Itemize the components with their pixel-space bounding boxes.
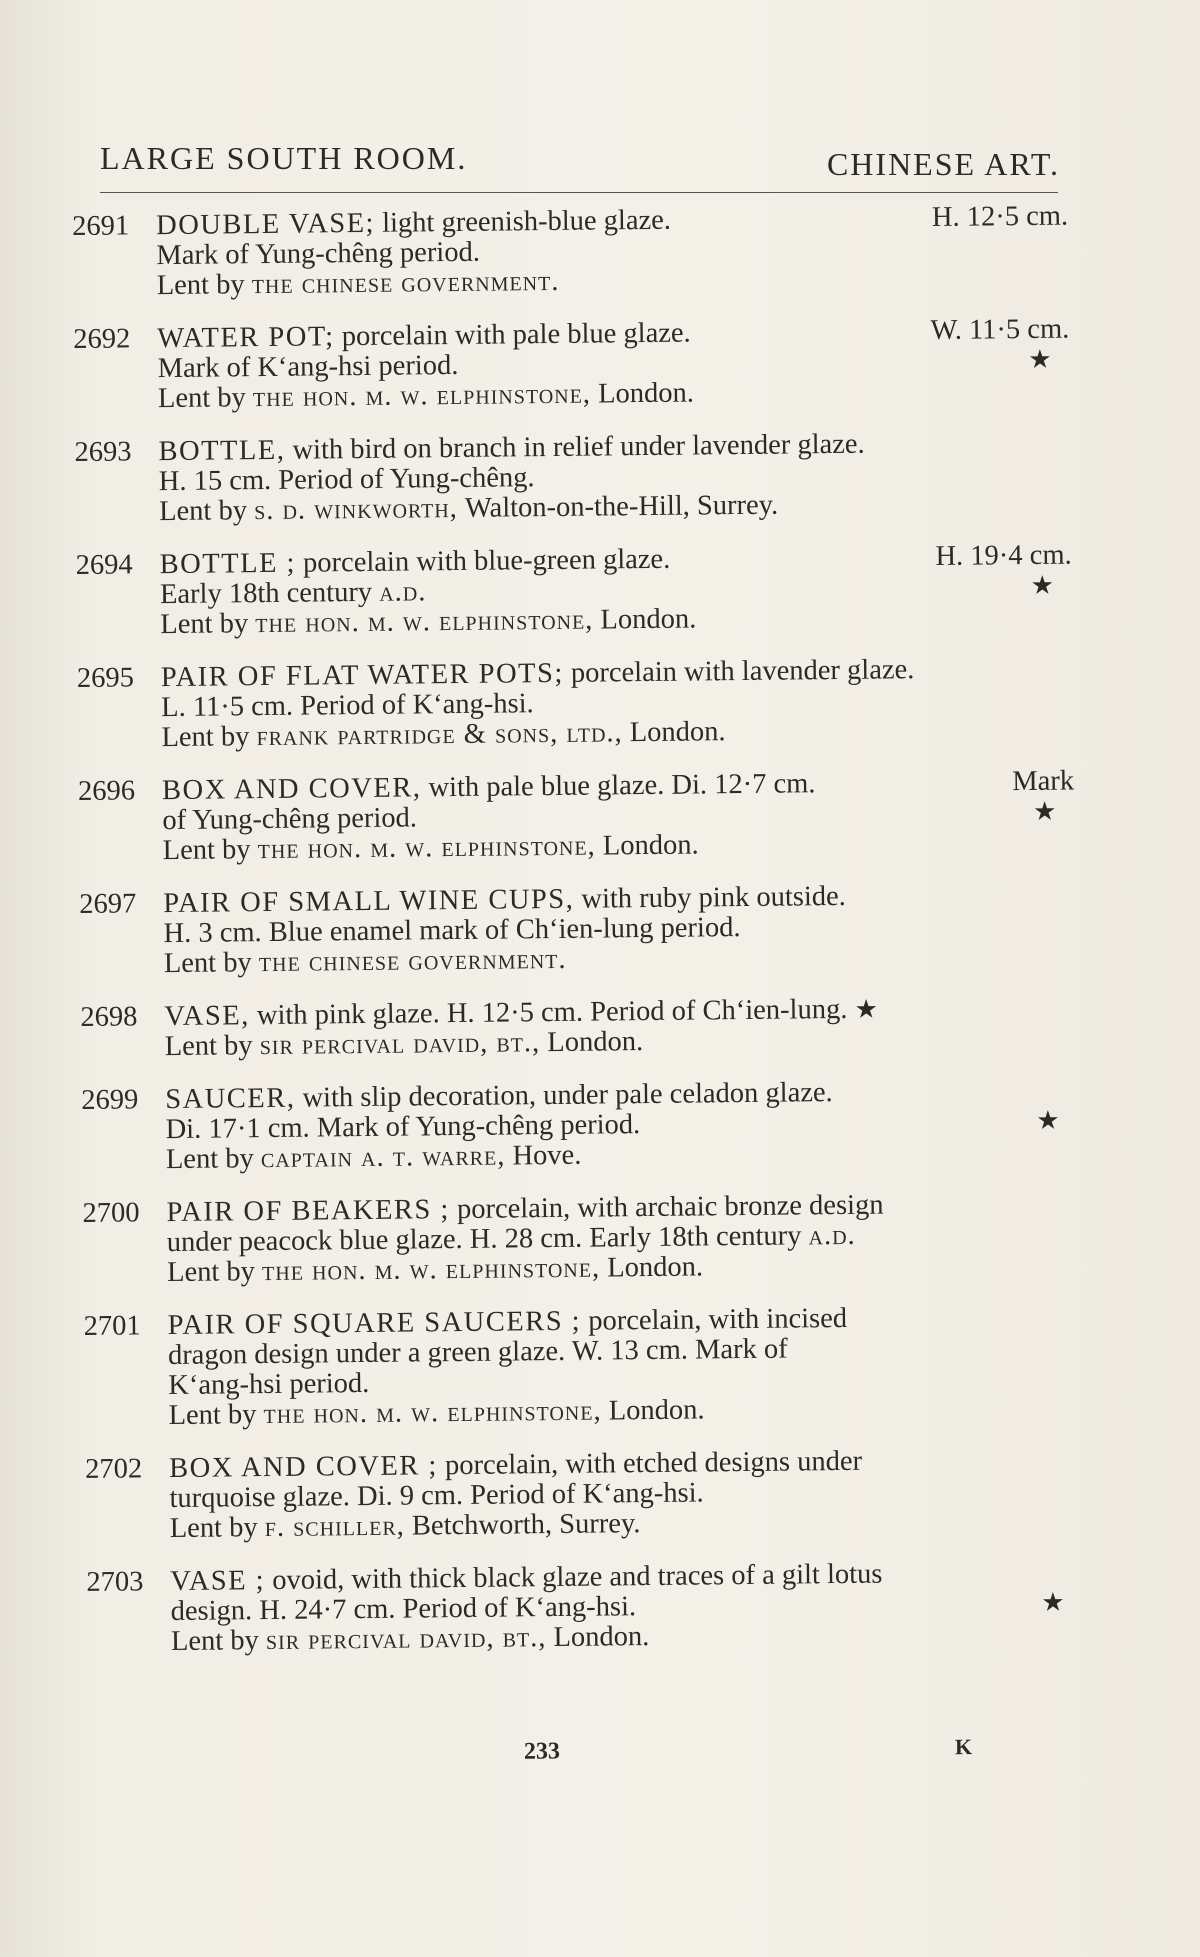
- lender-name: s. d. winkworth,: [253, 492, 459, 527]
- lender-location: London.: [600, 603, 697, 636]
- star-icon: ★: [1030, 570, 1055, 600]
- entry-description: with pale blue glaze. Di. 12·7 cm.: [428, 768, 816, 804]
- catalogue-entry: [84, 1302, 1081, 1432]
- lender-location: London.: [597, 377, 695, 410]
- entry-title: BOTTLE,: [158, 434, 286, 468]
- star-icon: ★: [854, 994, 878, 1024]
- entry-description: porcelain with pale blue glaze.: [341, 317, 691, 353]
- room-heading: LARGE SOUTH ROOM.: [100, 140, 468, 176]
- entry-title: PAIR OF BEAKERS ;: [166, 1194, 451, 1229]
- lender-name: the hon. m. w. elphinstone,: [263, 1395, 602, 1431]
- lent-prefix: Lent by: [157, 382, 246, 415]
- lender-location: London.: [547, 1026, 644, 1059]
- entry-detail: of Yung-chêng period.: [162, 802, 418, 837]
- lender-name: the chinese government.: [258, 943, 567, 979]
- lender-name: the hon. m. w. elphinstone,: [255, 604, 594, 640]
- star-icon: ★: [1032, 796, 1057, 826]
- catalogue-entry: [77, 654, 1074, 754]
- entry-description: ovoid, with thick black glaze and traces of a gilt lotus: [272, 1558, 883, 1596]
- lender-location: London.: [607, 1251, 704, 1284]
- catalogue-entry: [82, 1189, 1079, 1289]
- entry-description: with ruby pink outside.: [581, 880, 846, 915]
- entry-number: 2696: [77, 775, 136, 807]
- entry-detail: Mark of Yung-chêng period.: [156, 236, 481, 272]
- lender-location: London.: [608, 1394, 705, 1427]
- lender-name: captain a. t. warre,: [260, 1140, 506, 1175]
- catalogue-entry: [78, 767, 1075, 867]
- entry-detail: under peacock blue glaze. H. 28 cm. Early 18th century: [166, 1220, 802, 1259]
- lent-prefix: Lent by: [164, 1030, 253, 1063]
- signature-mark: K: [954, 1734, 973, 1760]
- entry-number: 2701: [83, 1310, 141, 1342]
- star-icon: ★: [1041, 1587, 1065, 1617]
- lent-prefix: Lent by: [165, 1143, 254, 1176]
- entry-number: 2691: [71, 210, 130, 242]
- lender-name: f. schiller,: [264, 1510, 405, 1544]
- section-heading: CHINESE ART.: [826, 146, 1060, 182]
- entry-detail: Early 18th century: [159, 576, 373, 611]
- entry-description: porcelain, with archaic bronze design: [456, 1189, 884, 1226]
- era-abbreviation: a.d.: [808, 1219, 856, 1252]
- catalogue-entries: [72, 202, 1083, 1681]
- lender-name: frank partridge & sons, ltd.,: [256, 717, 623, 753]
- entry-number: 2700: [82, 1197, 140, 1229]
- entry-number: 2697: [79, 888, 137, 920]
- catalogue-entry: [73, 315, 1070, 415]
- lender-location: Betchworth, Surrey.: [411, 1508, 641, 1542]
- entry-measure: H. 12·5 cm.: [931, 200, 1069, 233]
- star-icon: ★: [1036, 1105, 1060, 1135]
- catalogue-entry: [85, 1445, 1082, 1545]
- entry-detail: design. H. 24·7 cm. Period of K‘ang-hsi.: [170, 1591, 637, 1628]
- header-rule: [100, 192, 1058, 193]
- entry-title: SAUCER,: [165, 1082, 296, 1116]
- entry-number: 2698: [80, 1001, 138, 1033]
- running-header: [100, 132, 1060, 188]
- entry-number: 2702: [85, 1453, 143, 1485]
- lent-prefix: Lent by: [170, 1625, 259, 1658]
- lender-location: Hove.: [512, 1139, 582, 1172]
- lent-prefix: Lent by: [156, 269, 245, 302]
- entry-title: DOUBLE VASE;: [155, 207, 376, 242]
- entry-detail: H. 15 cm. Period of Yung-chêng.: [158, 462, 535, 498]
- catalogue-entry: [80, 993, 1077, 1063]
- entry-number: 2703: [86, 1566, 144, 1598]
- catalogue-entry: [72, 202, 1069, 302]
- entry-description: with bird on branch in relief under lavender glaze.: [292, 428, 865, 466]
- lender-name: the hon. m. w. elphinstone,: [257, 830, 596, 866]
- lent-prefix: Lent by: [162, 834, 251, 867]
- era-abbreviation: a.d.: [379, 576, 427, 608]
- lent-prefix: Lent by: [163, 947, 252, 980]
- lender-name: the hon. m. w. elphinstone,: [261, 1252, 601, 1288]
- lent-prefix: Lent by: [158, 495, 248, 528]
- lender-name: the hon. m. w. elphinstone,: [252, 378, 592, 414]
- lent-prefix: Lent by: [166, 1256, 256, 1289]
- entry-detail: L. 11·5 cm. Period of K‘ang-hsi.: [161, 688, 534, 724]
- catalogue-entry: [74, 428, 1071, 528]
- entry-measure: H. 19·4 cm.: [935, 539, 1072, 572]
- entry-description: porcelain, with etched designs under: [444, 1445, 863, 1482]
- entry-number: 2694: [75, 549, 133, 581]
- lender-location: London.: [553, 1621, 650, 1654]
- entry-description: porcelain with lavender glaze.: [570, 654, 915, 689]
- entry-description: porcelain with blue-green glaze.: [302, 543, 671, 579]
- entry-detail: K‘ang-hsi period.: [168, 1367, 370, 1402]
- entry-title: VASE,: [164, 1000, 250, 1033]
- lent-prefix: Lent by: [161, 721, 250, 754]
- catalogue-entry: [86, 1557, 1083, 1657]
- entry-description: with slip decoration, under pale celadon glaze.: [302, 1077, 833, 1114]
- entry-title: BOX AND COVER ;: [169, 1450, 439, 1485]
- lender-name: sir percival david, bt.,: [265, 1622, 547, 1657]
- entry-number: 2699: [81, 1084, 139, 1116]
- entry-description: porcelain, with incised: [588, 1302, 848, 1337]
- star-icon: ★: [1028, 344, 1052, 374]
- catalogue-entry: [79, 880, 1076, 980]
- lender-location: London.: [602, 829, 699, 862]
- catalogue-entry: [81, 1076, 1078, 1176]
- entry-description: with pink glaze. H. 12·5 cm. Period of Ch‘ien-lung.: [256, 993, 848, 1032]
- lender-location: London.: [629, 716, 726, 749]
- entry-number: 2692: [73, 323, 131, 355]
- catalogue-entry: [76, 541, 1073, 641]
- entry-detail: H. 3 cm. Blue enamel mark of Ch‘ien-lung period.: [163, 912, 741, 950]
- entry-title: PAIR OF SMALL WINE CUPS,: [163, 883, 575, 920]
- lender-name: the chinese government.: [251, 265, 560, 301]
- entry-description: light greenish-blue glaze.: [381, 204, 672, 239]
- entry-measure: W. 11·5 cm.: [930, 313, 1070, 347]
- entry-title: VASE ;: [170, 1565, 266, 1598]
- page-footer: [0, 1732, 1200, 1785]
- entry-detail: turquoise glaze. Di. 9 cm. Period of K‘ang-hsi.: [169, 1477, 704, 1515]
- lender-name: sir percival david, bt.,: [259, 1027, 541, 1062]
- page-number: 233: [523, 1738, 561, 1765]
- lent-prefix: Lent by: [169, 1512, 258, 1545]
- entry-number: 2693: [74, 436, 132, 468]
- entry-title: BOX AND COVER,: [161, 772, 422, 807]
- lent-prefix: Lent by: [160, 608, 249, 641]
- entry-title: WATER POT;: [157, 321, 335, 355]
- entry-title: BOTTLE ;: [159, 547, 297, 581]
- entry-title: PAIR OF SQUARE SAUCERS ;: [167, 1305, 582, 1342]
- entry-detail: dragon design under a green glaze. W. 13 cm. Mark of: [167, 1333, 788, 1372]
- entry-number: 2695: [76, 662, 135, 694]
- entry-measure: Mark: [1012, 765, 1075, 798]
- entry-title: PAIR OF FLAT WATER POTS;: [160, 657, 564, 694]
- lent-prefix: Lent by: [168, 1399, 257, 1432]
- entry-detail: Mark of K‘ang-hsi period.: [157, 349, 459, 385]
- lender-location: Walton-on-the-Hill, Surrey.: [464, 489, 779, 524]
- entry-detail: Di. 17·1 cm. Mark of Yung-chêng period.: [165, 1109, 641, 1146]
